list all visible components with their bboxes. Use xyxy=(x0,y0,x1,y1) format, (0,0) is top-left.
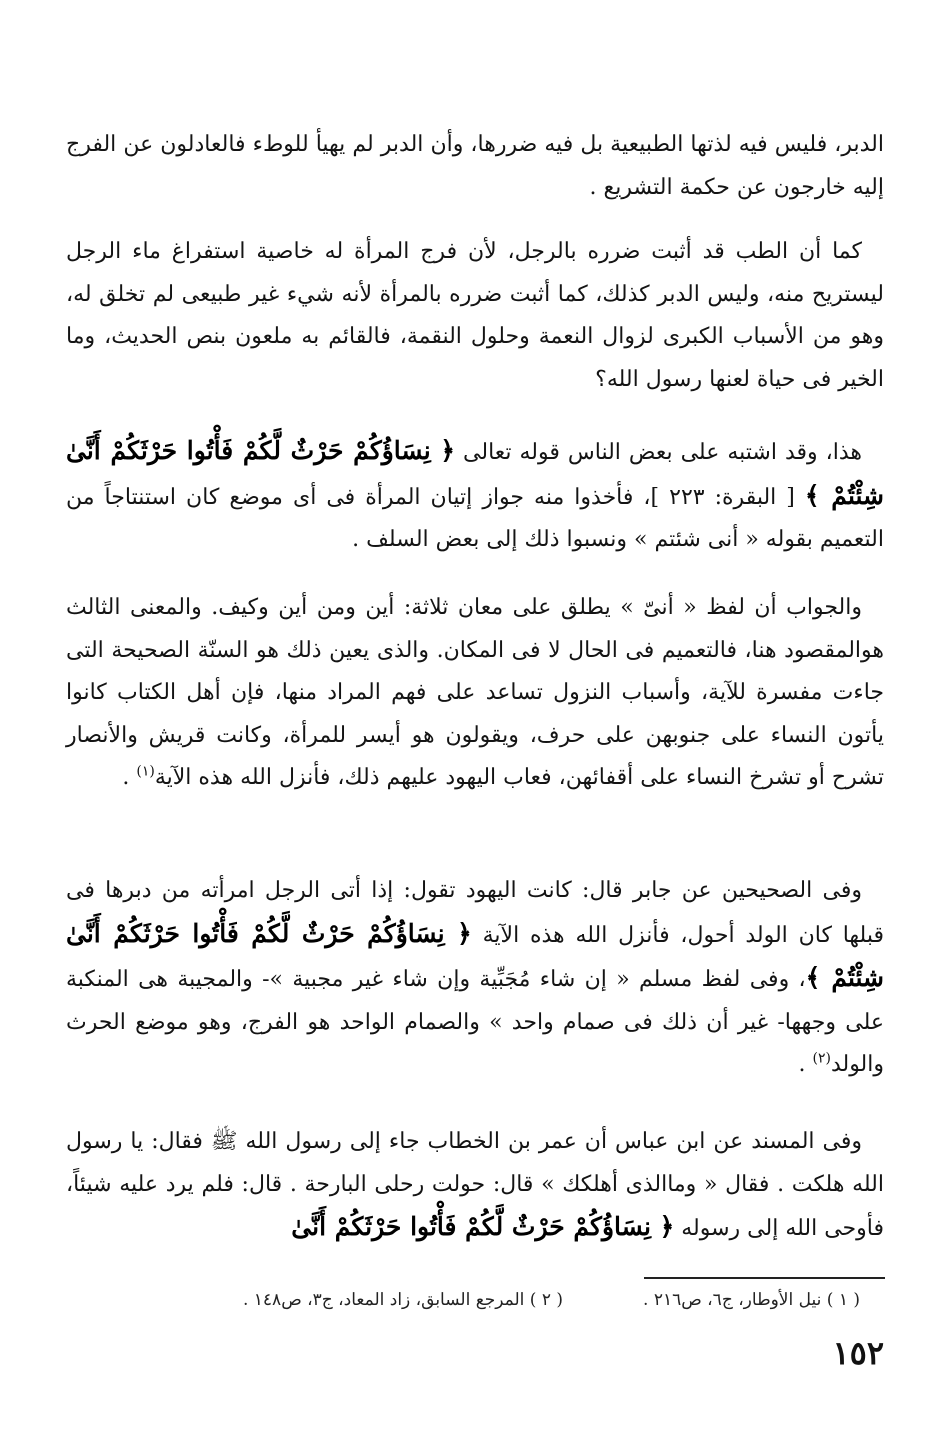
paragraph-text: كما أن الطب قد أثبت ضرره بالرجل، لأن فرج المرأة له خاصية استفراغ ماء الرجل ليستريح منه، وليس الدبر كذلك، كما أثبت ضرره بالمرأة لأنه شيء غير طبيعى لم تخلق له، وهو من الأسباب الكبرى لزوال النعمة وحلول النقمة، فالقائم به ملعون بنص الحديث، وما الخير فى حياة لعنها رسول الله؟ xyxy=(66,239,884,392)
paragraph-text: وفى الصحيحين عن جابر قال: كانت اليهود تقول: إذا أتى الرجل امرأته من دبرها فى قبلها كان الولد أحول، فأنزل الله هذه الآية xyxy=(66,878,884,948)
quran-verse: ﴿ نِسَاؤُكُمْ حَرْثٌ لَّكُمْ فَأْتُوا حَرْثَكُمْ أَنَّىٰ شِئْتُمْ ﴾ xyxy=(66,436,884,510)
paragraph-text: ، وفى لفظ مسلم « إن شاء مُجَبِّية وإن شاء غير مجبية »- والمجيبة هى المنكبة على وجهها- غير أن ذلك فى صمام واحد » والصمام الواحد هو الفرج، وهو موضع الحرث والولد xyxy=(66,967,884,1078)
footnote-1: ( ١ ) نيل الأوطار، ج٦، ص٢١٦ . xyxy=(643,1290,860,1310)
page-number: ١٥٢ xyxy=(832,1334,884,1372)
footnote-marker-1: (١) xyxy=(136,764,155,781)
quran-verse: ﴿ نِسَاؤُكُمْ حَرْثٌ لَّكُمْ فَأْتُوا حَرْثَكُمْ أَنَّىٰ شِئْتُمْ ﴾ xyxy=(66,918,884,993)
paragraph-text: وفى المسند عن ابن عباس أن عمر بن الخطاب جاء إلى رسول الله ﷺ فقال: يا رسول الله هلكت . فقال « وماالذى أهلكك » قال: حولت رحلى البارحة . قال: فلم يرد عليه شيئاً، فأوحى الله إلى رسوله xyxy=(66,1129,884,1242)
paragraph-text: . xyxy=(122,765,137,791)
paragraph-text: الدبر، فليس فيه لذتها الطبيعية بل فيه ضررها، وأن الدبر لم يهيأ للوطء فالعادلون عن الفرج إليه خارجون عن حكمة التشريع . xyxy=(66,132,884,200)
paragraph-1 xyxy=(66,124,884,209)
paragraph-6 xyxy=(66,1121,884,1251)
footnote-2: ( ٢ ) المرجع السابق، زاد المعاد، ج٣، ص١٤٨ . xyxy=(242,1290,563,1310)
paragraph-2 xyxy=(66,231,884,401)
footnote-divider xyxy=(644,1277,885,1279)
quran-verse: ﴿ نِسَاؤُكُمْ حَرْثٌ لَّكُمْ فَأْتُوا حَرْثَكُمْ أَنَّىٰ xyxy=(291,1212,675,1242)
paragraph-text: [ البقرة: ٢٢٣ ]، فأخذوا منه جواز إتيان المرأة فى أى موضع كان استنتاجاً من التعميم بقوله « أنى شئتم » ونسبوا ذلك إلى بعض السلف . xyxy=(66,484,884,553)
paragraph-text: والجواب أن لفظ « أنىّ » يطلق على معان ثلاثة: أين ومن أين وكيف. والمعنى الثالث هوالمقصود هنا، فالتعميم فى الحال لا فى المكان. والذى يعين ذلك هو السنّة الصحيحة التى جاءت مفسرة للآية، وأسباب النزول تساعد على فهم المراد منها، فإن أهل الكتاب كانوا يأتون النساء على جنوبهن على حرف، ويقولون هو أيسر للمرأة، وكانت قريش والأنصار تشرح أو تشرخ النساء على أقفائهن، فعاب اليهود عليهم ذلك، فأنزل الله هذه الآية xyxy=(66,595,884,791)
paragraph-text: هذا، وقد اشتبه على بعض الناس قوله تعالى xyxy=(455,440,863,465)
paragraph-3 xyxy=(66,430,884,562)
footnotes xyxy=(90,1290,860,1310)
paragraph-4 xyxy=(66,587,884,800)
footnote-marker-2: (٢) xyxy=(812,1051,831,1068)
paragraph-text: . xyxy=(798,1052,813,1078)
paragraph-5 xyxy=(66,870,884,1087)
